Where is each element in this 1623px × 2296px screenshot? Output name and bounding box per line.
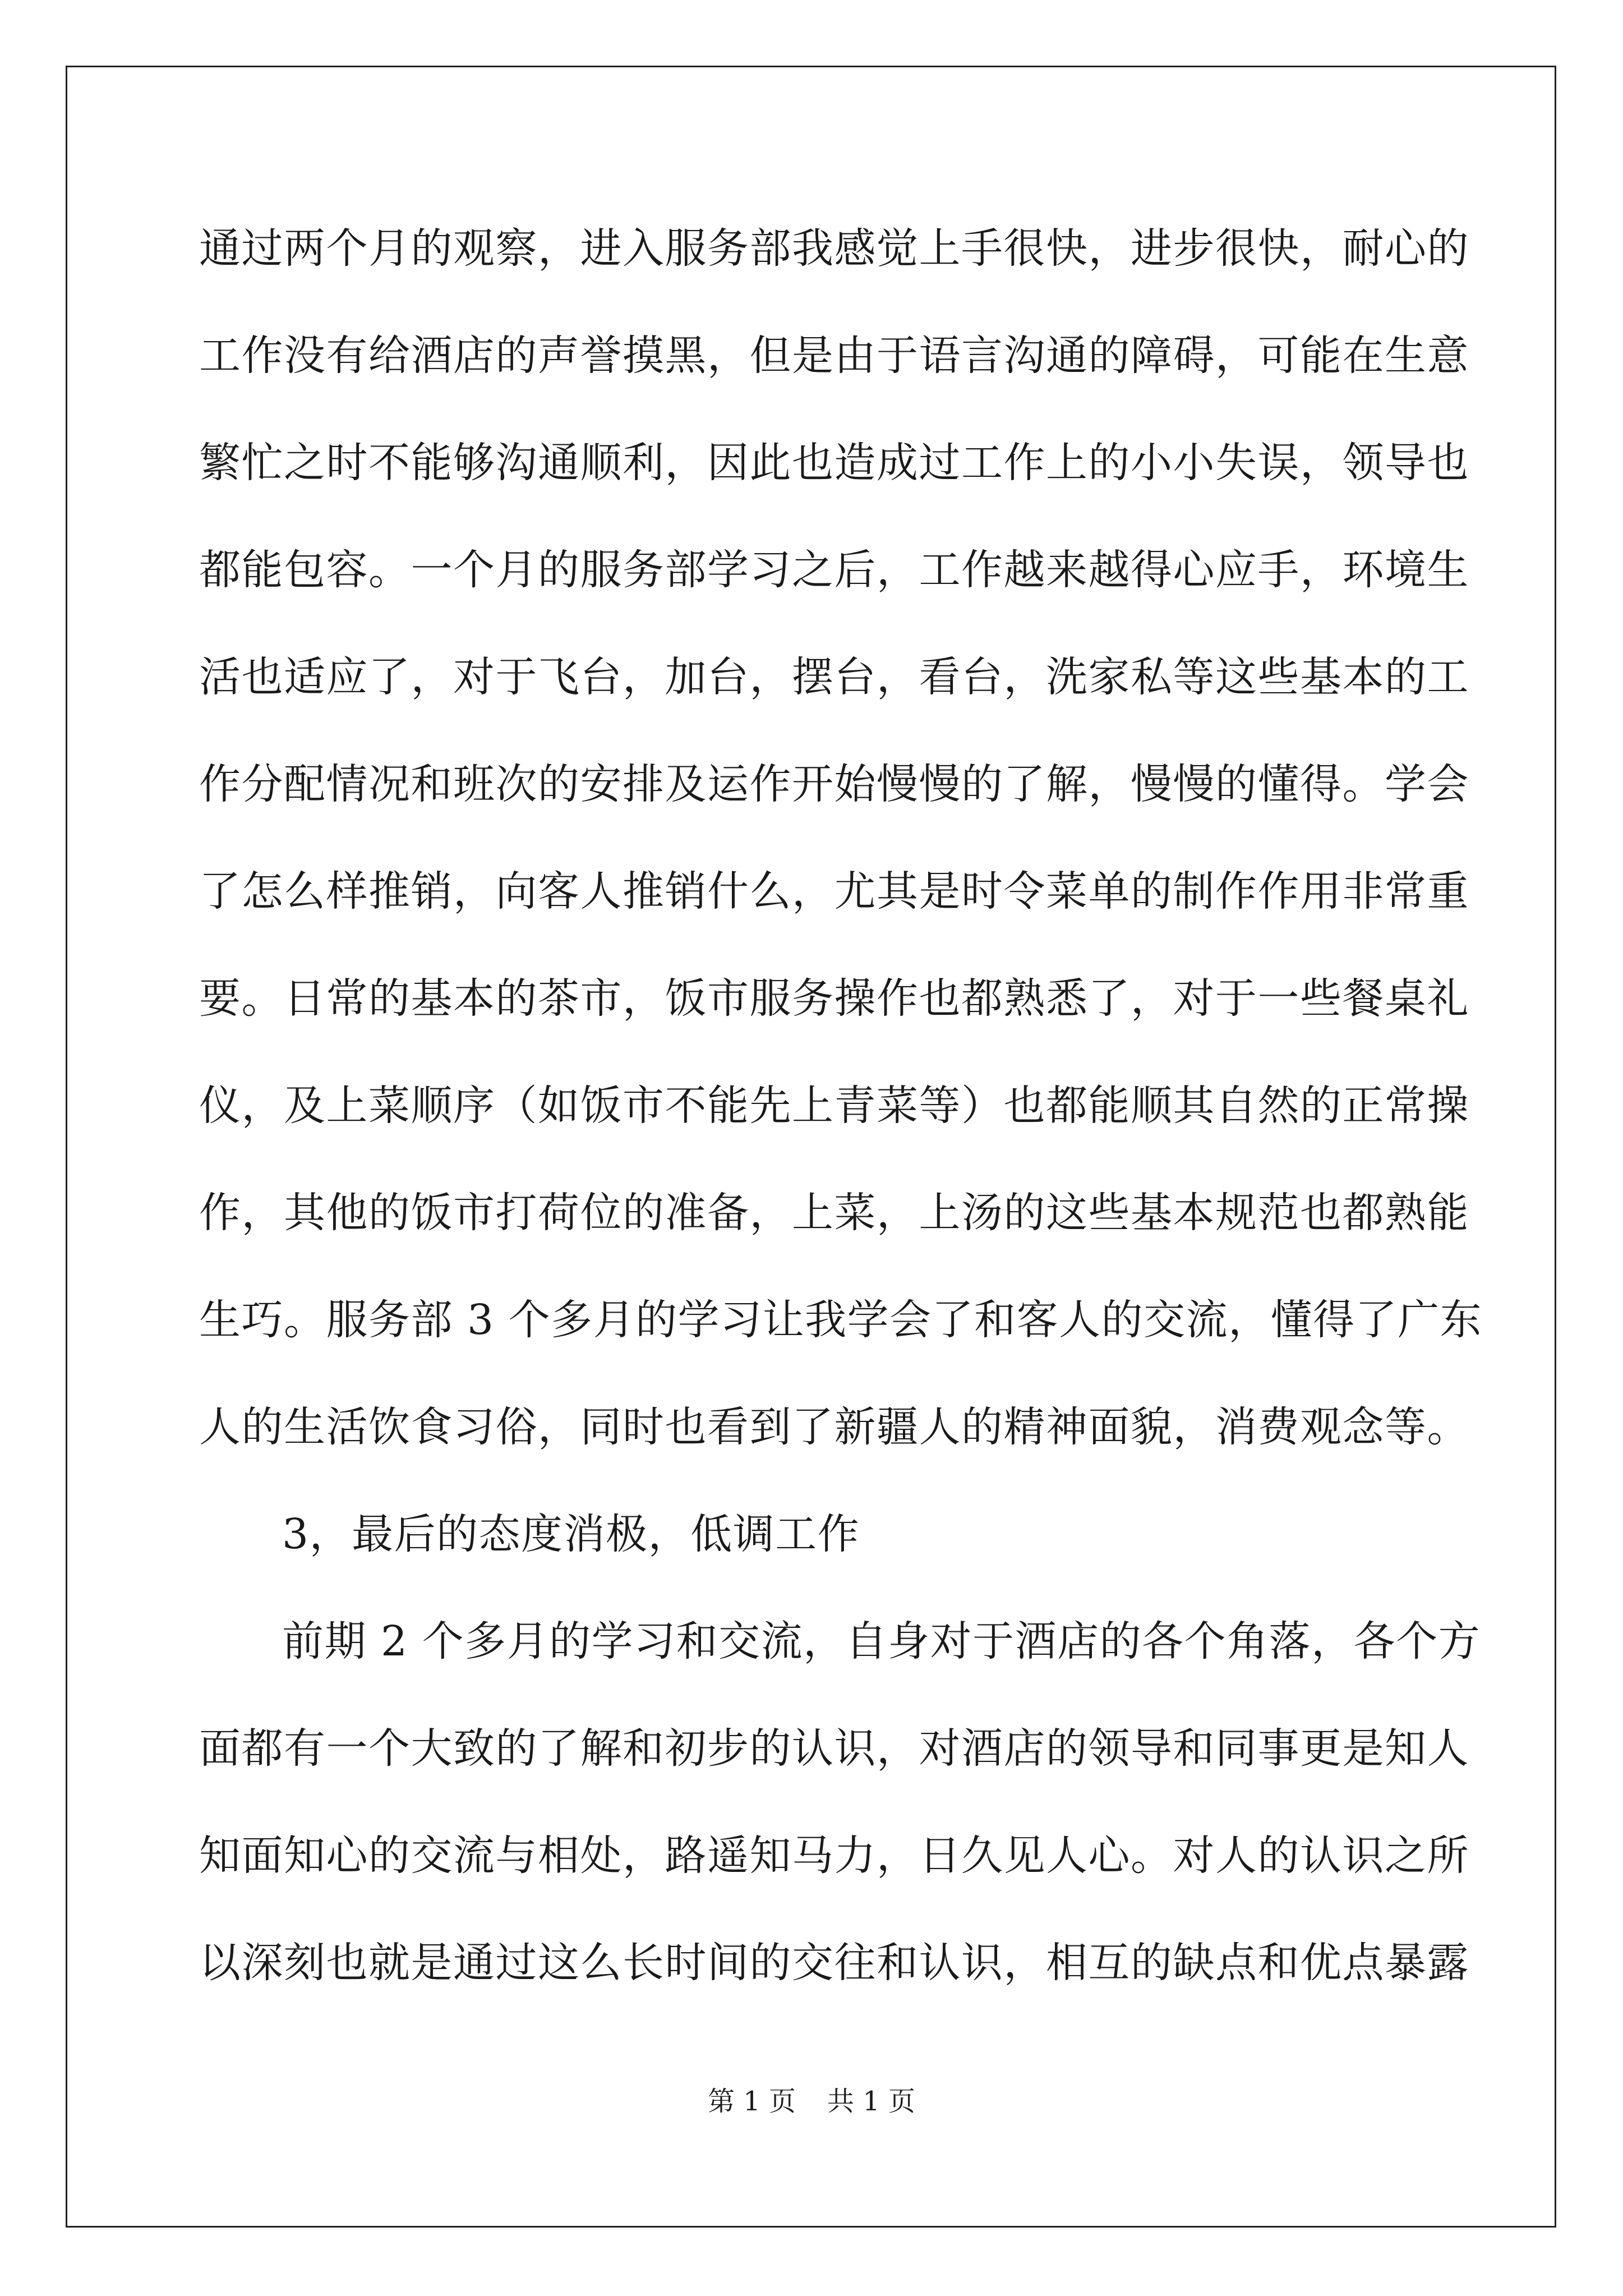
- text-line: 工作没有给酒店的声誉摸黑，但是由于语言沟通的障碍，可能在生意: [199, 332, 1469, 380]
- text-line: 面都有一个大致的了解和初步的认识，对酒店的领导和同事更是知人: [199, 1724, 1469, 1773]
- text-line: 前期 2 个多月的学习和交流，自身对于酒店的各个角落，各个方: [282, 1617, 1481, 1665]
- text-line: 要。日常的基本的茶市，饭市服务操作也都熟悉了，对于一些餐桌礼: [199, 974, 1469, 1023]
- text-line: 生巧。服务部 3 个多月的学习让我学会了和客人的交流，懂得了广东: [199, 1296, 1483, 1344]
- text-line: 知面知心的交流与相处，路遥知马力，日久见人心。对人的认识之所: [199, 1832, 1469, 1880]
- text-line: 了怎么样推销，向客人推销什么，尤其是时令菜单的制作作用非常重: [199, 867, 1469, 915]
- page-number: 第 1 页: [707, 2086, 796, 2117]
- text-line: 繁忙之时不能够沟通顺利，因此也造成过工作上的小小失误，领导也: [199, 439, 1469, 487]
- page-footer: [0, 2085, 1623, 2118]
- text-line: 作，其他的饭市打荷位的准备，上菜，上汤的这些基本规范也都熟能: [199, 1189, 1469, 1237]
- text-line: 以深刻也就是通过这么长时间的交往和认识，相互的缺点和优点暴露: [199, 1939, 1469, 1987]
- text-line: 仪，及上菜顺序（如饭市不能先上青菜等）也都能顺其自然的正常操: [199, 1082, 1469, 1130]
- page-total: 共 1 页: [827, 2086, 916, 2117]
- text-line: 活也适应了，对于飞台，加台，摆台，看台，洗家私等这些基本的工: [199, 653, 1469, 701]
- document-body: [199, 220, 1483, 2042]
- text-line: 通过两个月的观察，进入服务部我感觉上手很快，进步很快，耐心的: [199, 224, 1469, 273]
- text-line: 人的生活饮食习俗，同时也看到了新疆人的精神面貌，消费观念等。: [199, 1403, 1469, 1451]
- text-line: 3，最后的态度消极，低调工作: [282, 1510, 860, 1558]
- text-line: 都能包容。一个月的服务部学习之后，工作越来越得心应手，环境生: [199, 546, 1469, 594]
- text-line: 作分配情况和班次的安排及运作开始慢慢的了解，慢慢的懂得。学会: [199, 760, 1469, 808]
